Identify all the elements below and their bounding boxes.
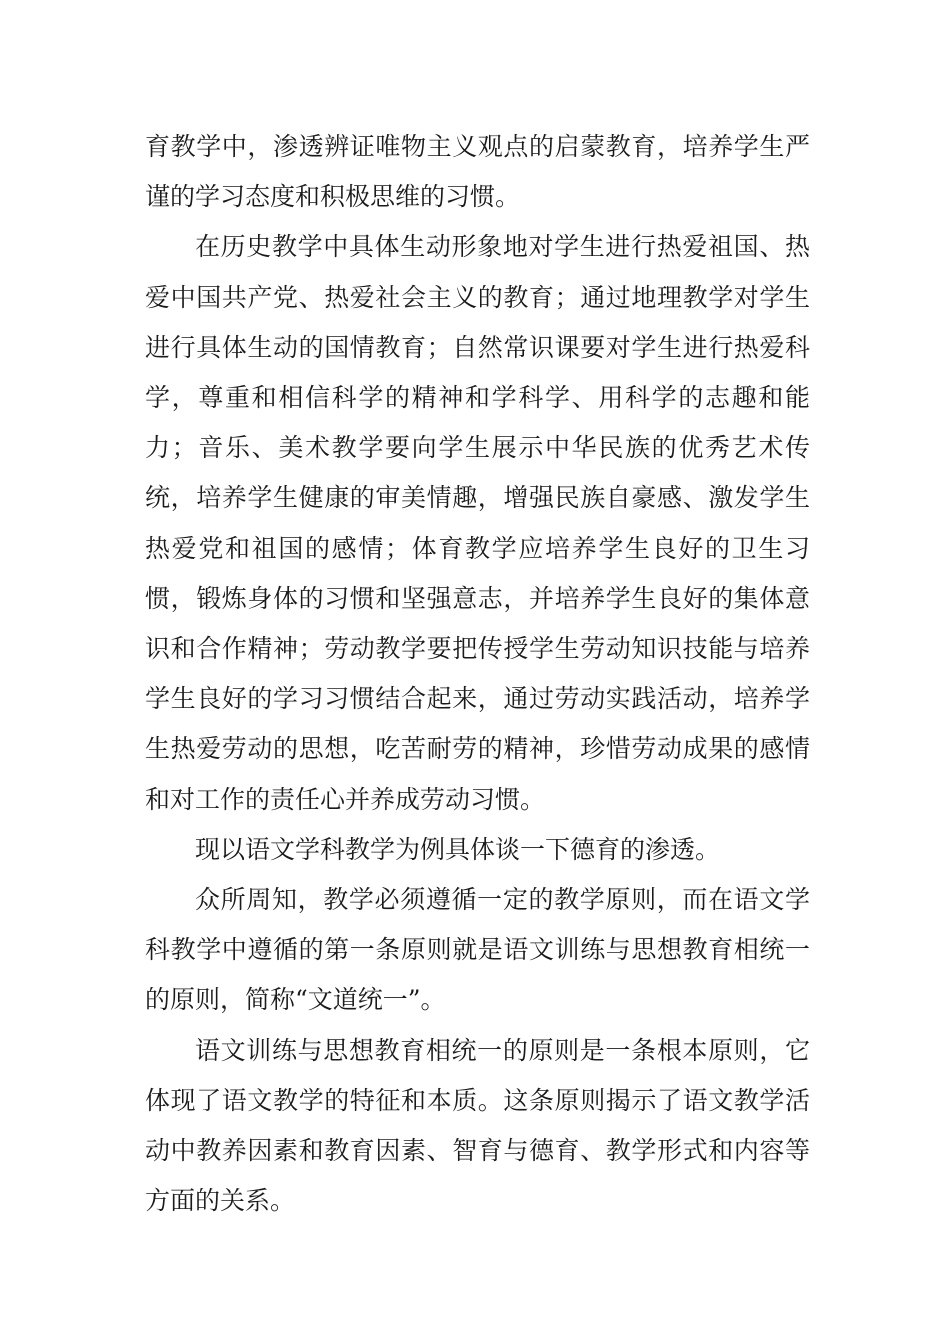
paragraph-3: 现以语文学科教学为例具体谈一下德育的渗透。 <box>195 834 721 864</box>
document-body <box>145 122 810 1226</box>
paragraph-1: 育教学中，渗透辨证唯物主义观点的启蒙教育，培养学生严谨的学习态度和积极思维的习惯。 <box>145 132 810 212</box>
paragraph-2: 在历史教学中具体生动形象地对学生进行热爱祖国、热爱中国共产党、热爱社会主义的教育；通过地理教学对学生进行具体生动的国情教育；自然常识课要对学生进行热爱科学，尊重和相信科学的精神和学科学、用科学的志趣和能力；音乐、美术教学要向学生展示中华民族的优秀艺术传统，培养学生健康的审美情趣，增强民族自豪感、激发学生热爱党和祖国的感情；体育教学应培养学生良好的卫生习惯，锻炼身体的习惯和坚强意志，并培养学生良好的集体意识和合作精神；劳动教学要把传授学生劳动知识技能与培养学生良好的学习习惯结合起来，通过劳动实践活动，培养学生热爱劳动的思想，吃苦耐劳的精神，珍惜劳动成果的感情和对工作的责任心并养成劳动习惯。 <box>145 232 810 814</box>
paragraph-4: 众所周知，教学必须遵循一定的教学原则，而在语文学科教学中遵循的第一条原则就是语文训练与思想教育相统一的原则，简称“文道统一”。 <box>145 885 810 1015</box>
paragraph-5: 语文训练与思想教育相统一的原则是一条根本原则，它体现了语文教学的特征和本质。这条原则揭示了语文教学活动中教养因素和教育因素、智育与德育、教学形式和内容等方面的关系。 <box>145 1035 810 1216</box>
